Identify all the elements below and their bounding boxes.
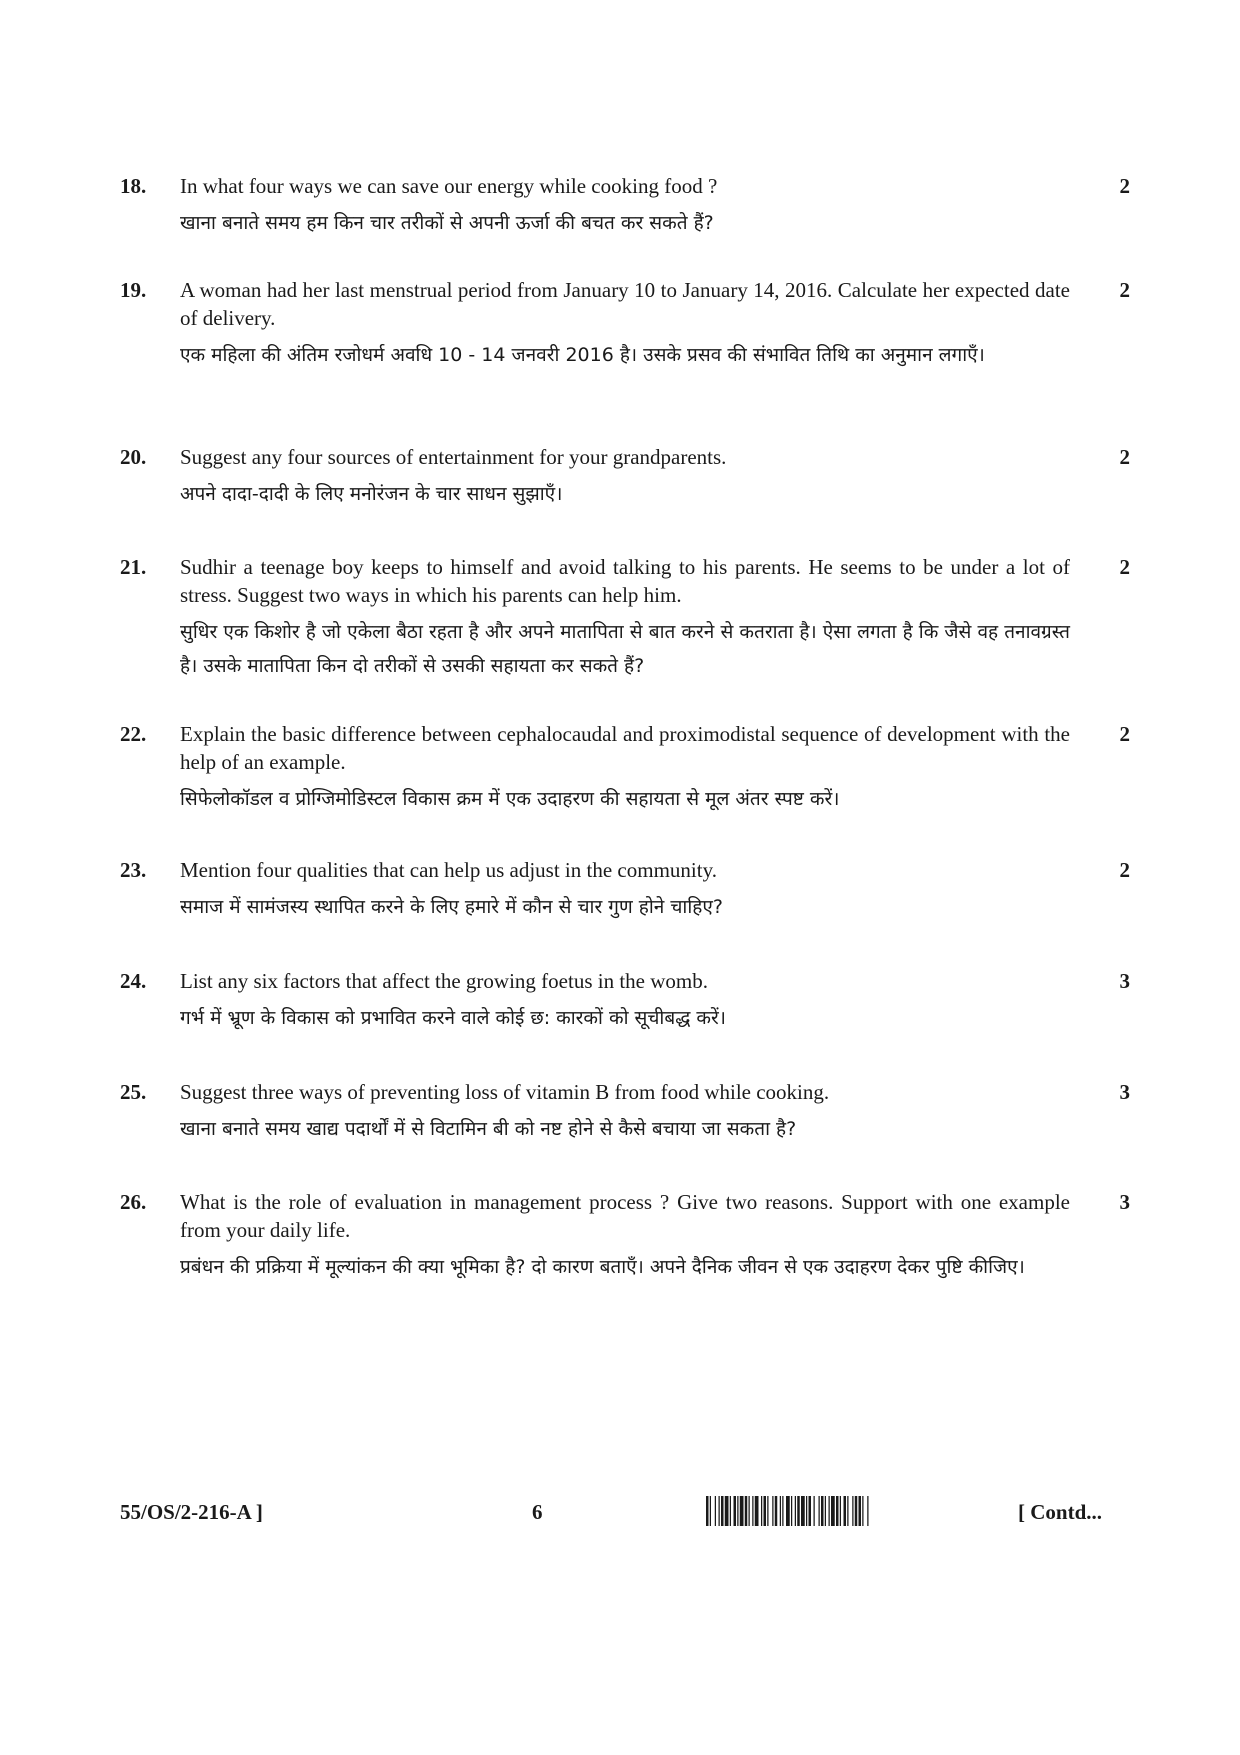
question-text-english: List any six factors that affect the growing foetus in the womb. [180,969,708,993]
question-marks: 2 [1119,445,1130,469]
question-text-english: Sudhir a teenage boy keeps to himself and avoid talking to his parents. He seems to be under a lot of stress. Suggest two ways in which his parents can help him. [180,555,1070,607]
question-text-english: A woman had her last menstrual period from January 10 to January 14, 2016. Calculate her expected date of delivery. [180,278,1070,330]
question-marks: 2 [1119,858,1130,882]
question-marks: 2 [1119,174,1130,198]
question-text-hindi: प्रबंधन की प्रक्रिया में मूल्यांकन की क्या भूमिका है? दो कारण बताएँ। अपने दैनिक जीवन से एक उदाहरण देकर पुष्टि कीजिए। [180,1256,1025,1278]
contd-label: [ Contd... [1018,1500,1103,1524]
question-text-english: Explain the basic difference between cephalocaudal and proximodistal sequence of development with the help of an example. [180,722,1070,774]
question-body [180,276,1070,372]
question-text-hindi: गर्भ में भ्रूण के विकास को प्रभावित करने वाले कोई छ: कारकों को सूचीबद्ध करें। [180,1007,726,1029]
question-marks: 3 [1119,1080,1130,1104]
question-number: 18. [120,174,147,198]
question-text-hindi: समाज में सामंजस्य स्थापित करने के लिए हमारे में कौन से चार गुण होने चाहिए? [180,896,723,918]
question-text-english: What is the role of evaluation in management process ? Give two reasons. Support with one example from your daily life. [180,1190,1070,1242]
paper-code: 55/OS/2-216-A ] [120,1500,263,1524]
question-text-english: In what four ways we can save our energy while cooking food ? [180,174,718,198]
question-text-hindi: एक महिला की अंतिम रजोधर्म अवधि 10 - 14 जनवरी 2016 है। उसके प्रसव की संभावित तिथि का अनुमान लगाएँ। [180,344,985,366]
question-marks: 2 [1119,722,1130,746]
page-number: 6 [532,1500,543,1524]
question-number: 25. [120,1080,147,1104]
question-body [180,720,1070,816]
question-text-hindi: सुधिर एक किशोर है जो एकेला बैठा रहता है और अपने मातापिता से बात करने से कतराता है। ऐसा लगता है कि जैसे वह तनावग्रस्त है। उसके मातापिता किन दो तरीकों से उसकी सहायता कर सकते हैं? [180,621,1070,677]
question-number: 24. [120,969,147,993]
question-text-hindi: सिफेलोकॉडल व प्रोग्जिमोडिस्टल विकास क्रम में एक उदाहरण की सहायता से मूल अंतर स्पष्ट करें। [180,788,840,810]
question-text-english: Suggest three ways of preventing loss of vitamin B from food while cooking. [180,1080,830,1104]
question-number: 22. [120,722,147,746]
question-number: 21. [120,555,147,579]
question-text-hindi: खाना बनाते समय हम किन चार तरीकों से अपनी ऊर्जा की बचत कर सकते हैं? [180,212,714,234]
barcode-image [706,1496,1010,1526]
question-number: 20. [120,445,147,469]
question-marks: 3 [1119,969,1130,993]
question-body [180,967,1070,1035]
question-number: 19. [120,278,147,302]
question-body [180,553,1070,683]
question-number: 26. [120,1190,147,1214]
question-body [180,443,1070,511]
question-number: 23. [120,858,147,882]
question-body [180,172,1070,240]
question-marks: 2 [1119,555,1130,579]
question-text-hindi: खाना बनाते समय खाद्य पदार्थों में से विटामिन बी को नष्ट होने से कैसे बचाया जा सकता है? [180,1118,797,1140]
question-body [180,1188,1070,1284]
question-marks: 3 [1119,1190,1130,1214]
question-text-hindi: अपने दादा-दादी के लिए मनोरंजन के चार साधन सुझाएँ। [180,483,563,505]
question-body [180,856,1070,924]
question-text-english: Suggest any four sources of entertainment for your grandparents. [180,445,727,469]
question-body [180,1078,1070,1146]
question-text-english: Mention four qualities that can help us adjust in the community. [180,858,717,882]
question-marks: 2 [1119,278,1130,302]
